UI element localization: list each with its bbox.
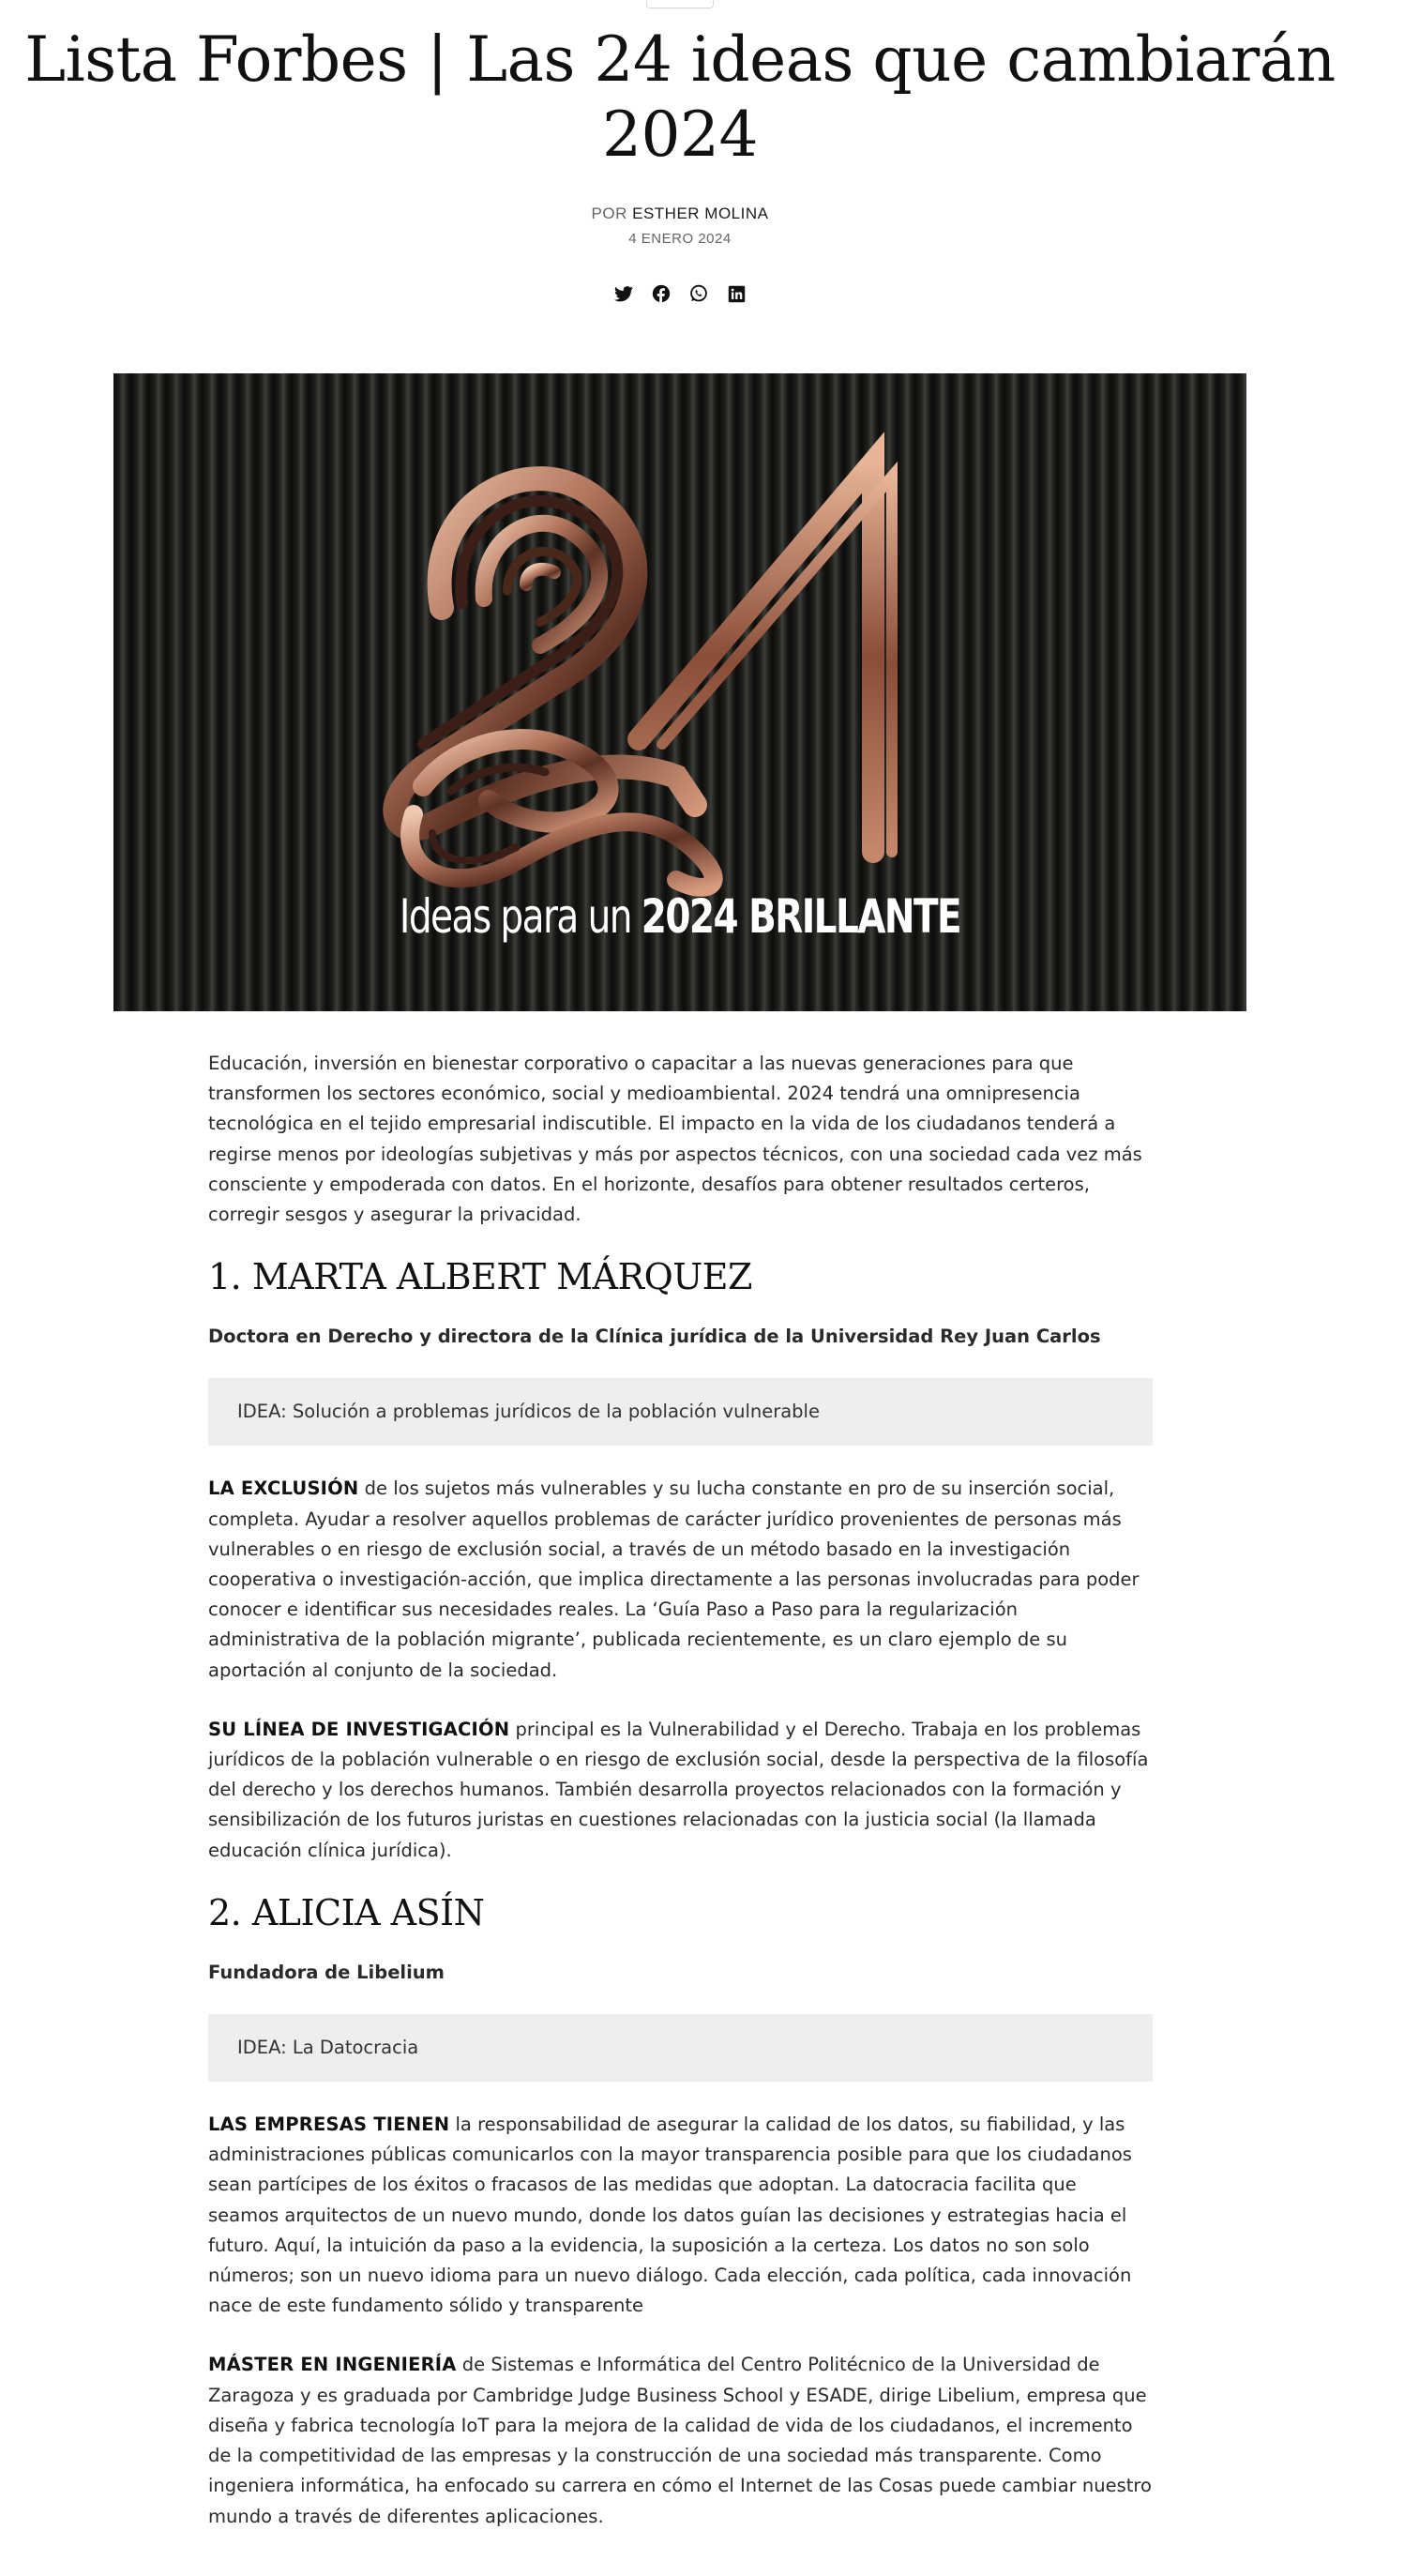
byline-prefix: POR [591,205,627,222]
paragraph-text: de Sistemas e Informática del Centro Politécnico de la Universidad de Zaragoza y es graduada por Cambridge Judge Business School y ESADE, dirige Libelium, empresa que diseña y fabrica tecnología IoT para la mejora de la calidad de vida de los ciudadanos, el incremento de la competitividad de las empresas y la construcción de una sociedad más transparente. Como ingeniera informática, ha enfocado su carrera en cómo el Internet de las Cosas puede cambiar nuestro mundo a través de diferentes aplicaciones. [208,2354,1152,2527]
section-role-2: Fundadora de Libelium [208,1961,445,1983]
section-paragraph-2a [208,2110,1153,2321]
paragraph-text: principal es la Vulnerabilidad y el Derecho. Trabaja en los problemas jurídicos de la población vulnerable o en riesgo de exclusión social, desde la perspectiva de la filosofía del derecho y los derechos humanos. También desarrolla proyectos relacionados con la formación y sensibilización de los futuros juristas en cuestiones relacionadas con la justicia social (la llamada educación clínica jurídica). [208,1718,1149,1861]
author-link[interactable]: ESTHER MOLINA [632,205,769,222]
article-body [208,1049,1153,2532]
hero-image [113,373,1246,1011]
byline [0,205,1360,223]
whatsapp-icon[interactable] [688,283,709,304]
publish-date: 4 ENERO 2024 [628,231,732,247]
paragraph-text: de los sujetos más vulnerables y su lucha constante en pro de su inserción social, completa. Ayudar a resolver aquellos problemas de carácter jurídico provenientes de personas más vulnerables o en riesgo de exclusión social, a través de un método basado en la investigación cooperativa o investigación-acción, que implica directamente a las personas involucradas para poder conocer e identificar sus necesidades reales. La ‘Guía Paso a Paso para la regularización administrativa de la población migrante’, publicada recientemente, es un claro ejemplo de su aportación al conjunto de la sociedad. [208,1477,1140,1681]
section-paragraph-2b [208,2350,1153,2531]
paragraph-lead: LAS EMPRESAS TIENEN [208,2114,450,2136]
top-bar-tab[interactable] [646,0,714,8]
hero-caption-bold: 2024 BRILLANTE [641,889,961,944]
section-heading-2: 2. ALICIA ASÍN [208,1891,485,1933]
linkedin-icon[interactable] [726,283,747,304]
idea-box-2: IDEA: La Datocracia [208,2014,1153,2082]
hero-caption-regular: Ideas para un [399,889,642,944]
section-role-1: Doctora en Derecho y directora de la Clínica jurídica de la Universidad Rey Juan Carlos [208,1326,1101,1348]
share-bar [0,283,1360,304]
article-title: Lista Forbes | Las 24 ideas que cambiarán 2024 [24,23,1336,171]
section-heading-1: 1. MARTA ALBERT MÁRQUEZ [208,1256,752,1298]
paragraph-text: la responsabilidad de asegurar la calidad de los datos, su fiabilidad, y las administraciones públicas comunicarlos con la mayor transparencia posible para que los ciudadanos sean partícipes de los éxitos o fracasos de las medidas que adoptan. La datocracia facilita que seamos arquitectos de un nuevo mundo, donde los datos guían las decisiones y estrategias hacia el futuro. Aquí, la intuición da paso a la evidencia, la suposición a la certeza. Los datos no son solo números; son un nuevo idioma para un nuevo diálogo. Cada elección, cada política, cada innovación nace de este fundamento sólido y transparente [208,2114,1132,2317]
hero-caption [238,889,1122,944]
section-paragraph-1b [208,1715,1153,1866]
facebook-icon[interactable] [651,283,672,304]
section-paragraph-1a [208,1474,1153,1685]
paragraph-lead: LA EXCLUSIÓN [208,1477,359,1500]
idea-box-1: IDEA: Solución a problemas jurídicos de la población vulnerable [208,1378,1153,1446]
intro-paragraph: Educación, inversión en bienestar corporativo o capacitar a las nuevas generaciones para que transformen los sectores económico, social y medioambiental. 2024 tendrá una omnipresencia tecnológica en el tejido empresarial indiscutible. El impacto en la vida de los ciudadanos tenderá a regirse menos por ideologías subjetivas y más por aspectos técnicos, con una sociedad cada vez más consciente y empoderada con datos. En el horizonte, desafíos para obtener resultados certeros, corregir sesgos y asegurar la privacidad. [208,1053,1142,1226]
paragraph-lead: MÁSTER EN INGENIERÍA [208,2354,457,2376]
twitter-icon[interactable] [613,283,634,304]
paragraph-lead: SU LÍNEA DE INVESTIGACIÓN [208,1718,510,1740]
